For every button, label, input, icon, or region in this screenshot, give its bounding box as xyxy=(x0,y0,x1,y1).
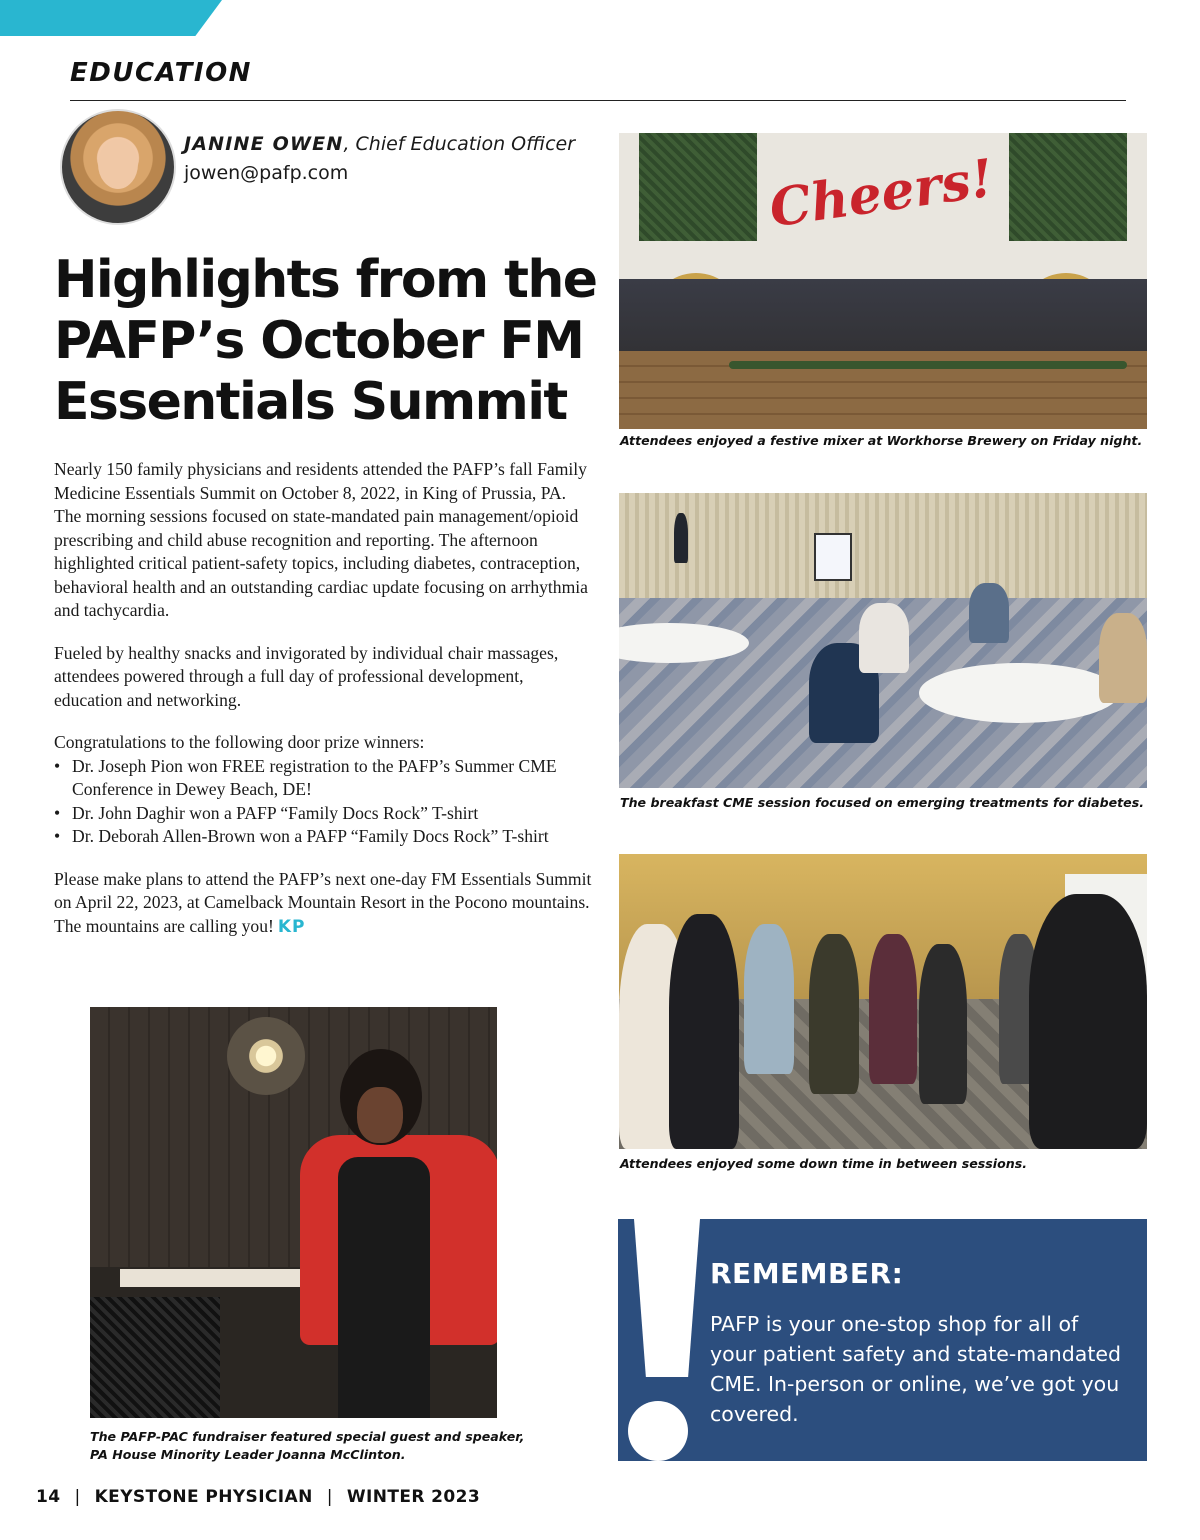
pendant-lamp xyxy=(227,1017,305,1095)
attendee xyxy=(1099,613,1147,703)
footer-separator: | xyxy=(326,1487,333,1507)
attendee xyxy=(809,934,859,1094)
speaker-fundraiser-photo xyxy=(90,1007,497,1418)
photo-caption: Attendees enjoyed a festive mixer at Workhorse Brewery on Friday night. xyxy=(620,433,1143,448)
attendee xyxy=(859,603,909,673)
article-headline: Highlights from the PAFP’s October FM Essentials Summit xyxy=(54,250,597,432)
photo-caption xyxy=(90,1428,524,1464)
article-paragraph: Nearly 150 family physicians and residents attended the PAFP’s fall Family Medicine Essentials Summit on October 8, 2022, in King of Prussia, PA. The morning sessions focused on state-mandated pain management/opioid prescribing and child abuse recognition and reporting. The afternoon highlighted critical patient-safety topics, including diabetes, contraception, behavioral health and an outstanding cardiac update focusing on arrhythmia and tachycardia. xyxy=(54,459,588,620)
footer-separator: | xyxy=(74,1487,81,1507)
photo-caption: The breakfast CME session focused on emerging treatments for diabetes. xyxy=(620,795,1144,810)
exclamation-dot xyxy=(628,1401,688,1461)
remember-callout xyxy=(618,1219,1147,1461)
remember-title: REMEMBER: xyxy=(710,1257,904,1290)
article-body xyxy=(54,458,594,958)
caption-line: PA House Minority Leader Joanna McClinton. xyxy=(90,1447,406,1462)
list-item: • Dr. Joseph Pion won FREE registration to the PAFP’s Summer CME Conference in Dewey Beach, DE! xyxy=(72,755,594,802)
author-title: , Chief Education Officer xyxy=(343,133,576,155)
prize-winner-list xyxy=(54,755,594,849)
page-number: 14 xyxy=(36,1487,61,1507)
closing-text: Please make plans to attend the PAFP’s next one-day FM Essentials Summit on April 22, 2023, at Camelback Mountain Resort in the Pocono mountains. The mountains are calling you! xyxy=(54,868,592,936)
hallway-networking-photo xyxy=(619,854,1147,1149)
section-divider xyxy=(70,100,1126,101)
author-email-link[interactable]: jowen@pafp.com xyxy=(184,162,349,184)
kp-end-mark: KP xyxy=(277,916,306,937)
cheers-neon-sign: Cheers! xyxy=(765,147,998,240)
attendee xyxy=(919,944,967,1104)
remember-body: PAFP is your one-stop shop for all of your patient safety and state-mandated CME. In-person or online, we’ve got you covered. xyxy=(710,1312,1122,1426)
issue-label: WINTER 2023 xyxy=(346,1487,481,1507)
photo-caption: Attendees enjoyed some down time in between sessions. xyxy=(620,1156,1027,1171)
projection-screen xyxy=(814,533,852,581)
page-footer xyxy=(36,1487,480,1507)
attendee xyxy=(969,583,1009,643)
hedge-panel xyxy=(639,133,757,241)
corner-accent-tab xyxy=(0,0,222,36)
article-closing xyxy=(54,868,594,940)
garland xyxy=(729,361,1127,369)
author-name: JANINE OWEN xyxy=(184,133,344,155)
article-paragraph: Fueled by healthy snacks and invigorated by individual chair massages, attendees powered through a full day of professional development, education and networking. xyxy=(54,642,559,710)
presenter xyxy=(674,513,688,563)
publication-name: KEYSTONE PHYSICIAN xyxy=(94,1487,313,1507)
chair xyxy=(90,1297,220,1418)
list-item: • Dr. Deborah Allen-Brown won a PAFP “Family Docs Rock” T-shirt xyxy=(72,825,594,849)
author-byline xyxy=(184,133,575,155)
hedge-panel xyxy=(1009,133,1127,241)
attendee xyxy=(869,934,917,1084)
exclamation-icon xyxy=(634,1219,700,1377)
caption-line: The PAFP-PAC fundraiser featured special guest and speaker, xyxy=(90,1429,525,1444)
curtains xyxy=(619,493,1147,603)
ballroom-session-photo xyxy=(619,493,1147,788)
brewery-mixer-photo xyxy=(619,133,1147,429)
attendee xyxy=(744,924,794,1074)
attendee xyxy=(1029,894,1147,1149)
round-table xyxy=(919,663,1119,723)
attendee xyxy=(669,914,739,1149)
table xyxy=(120,1269,310,1287)
list-item: • Dr. John Daghir won a PAFP “Family Docs Rock” T-shirt xyxy=(72,802,594,826)
author-avatar xyxy=(60,109,176,225)
prize-intro: Congratulations to the following door prize winners: xyxy=(54,732,425,752)
black-dress xyxy=(338,1157,430,1418)
section-label: EDUCATION xyxy=(70,58,252,88)
speaker-face xyxy=(357,1087,403,1143)
